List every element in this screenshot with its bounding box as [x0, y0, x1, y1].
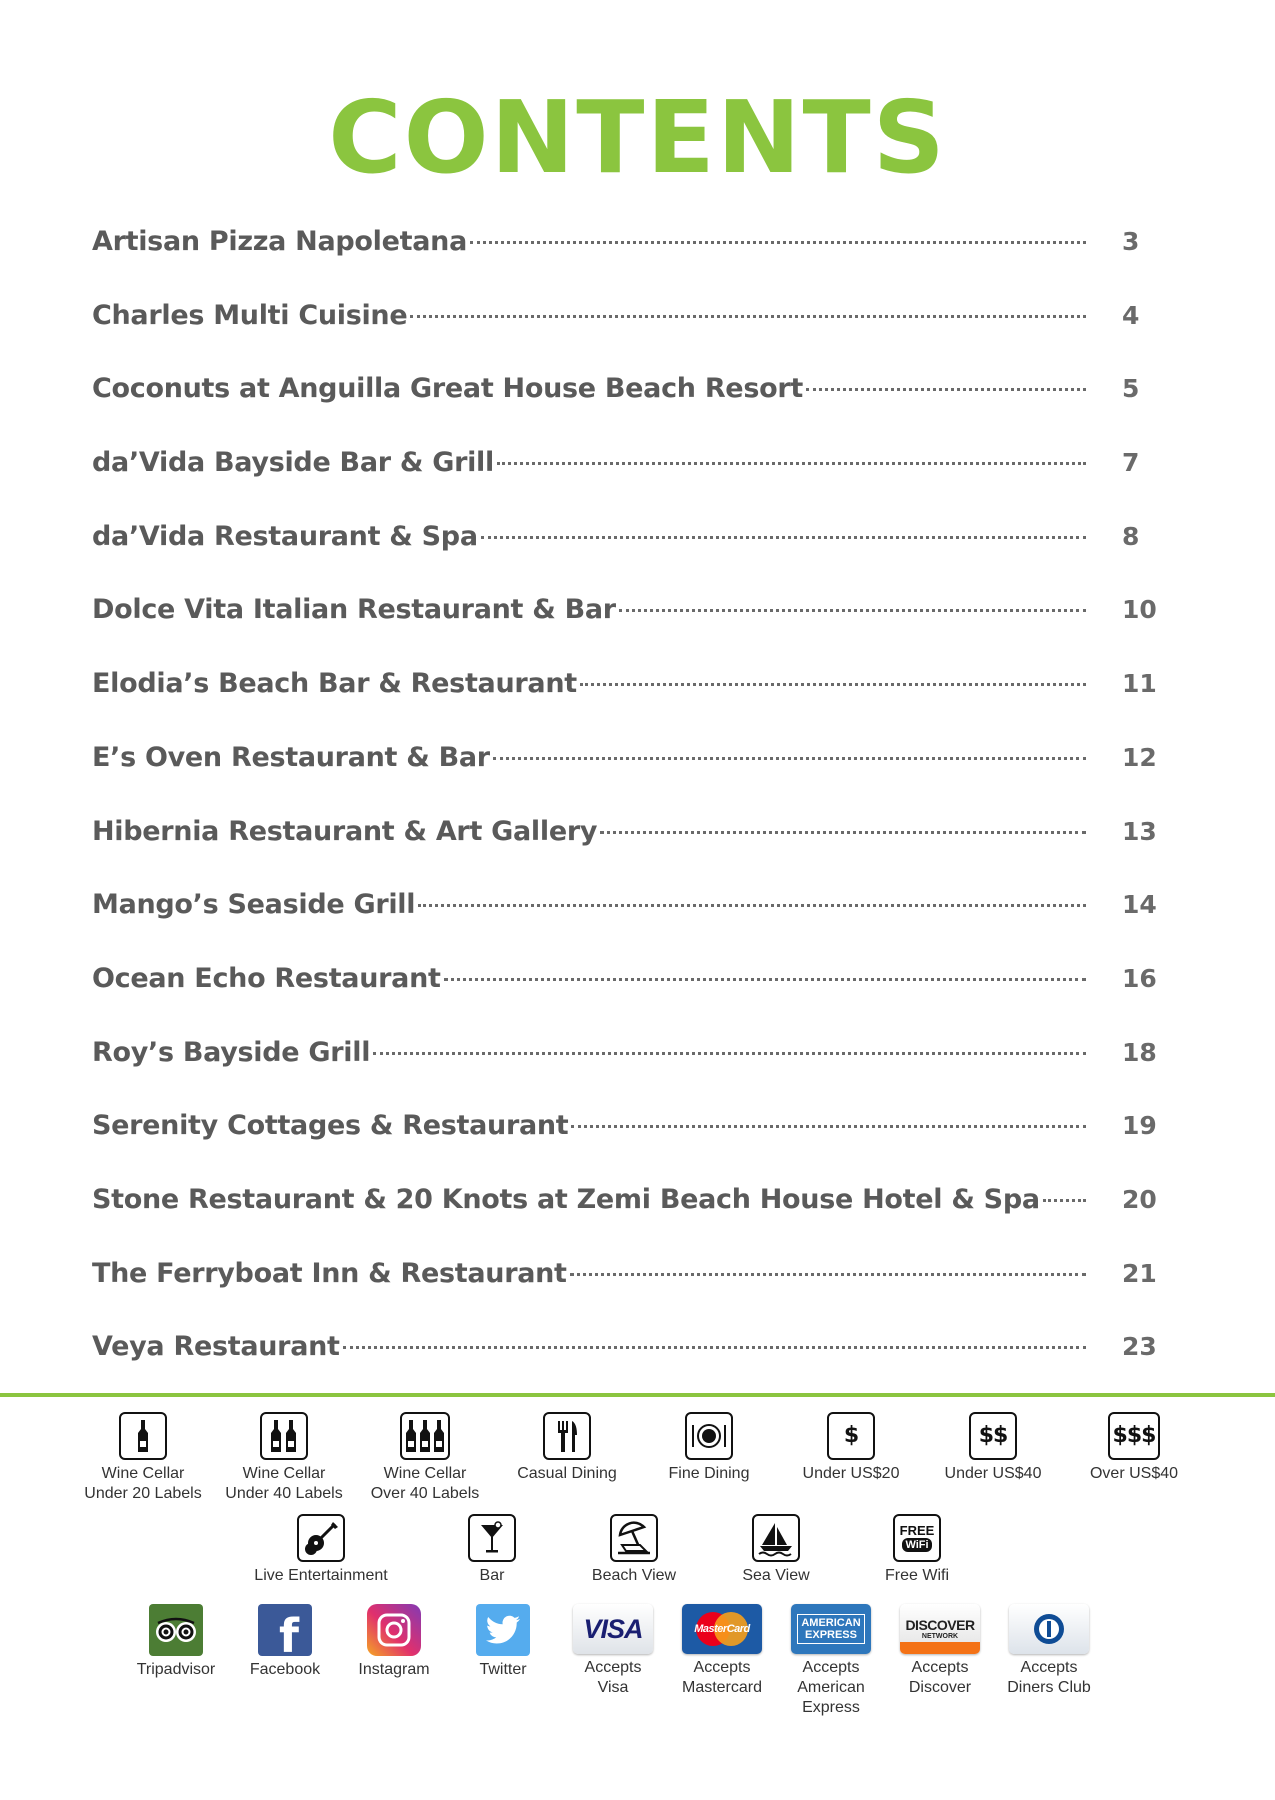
toc-entry-page: 10 [1122, 595, 1157, 625]
legend-label: Accepts [802, 1659, 860, 1676]
legend-label: Under US$40 [944, 1465, 1042, 1482]
toc-entry[interactable] [92, 1037, 1182, 1111]
dot-leader [1043, 1199, 1086, 1202]
legend-label: Facebook [249, 1661, 321, 1678]
legend-label: Under 40 Labels [225, 1485, 343, 1502]
toc-entry-name: Coconuts at Anguilla Great House Beach Resort [92, 373, 803, 405]
discover-card-text: DISCOVER [905, 1616, 975, 1633]
toc-entry[interactable] [92, 300, 1182, 374]
legend-bar [421, 1514, 563, 1586]
dot-leader [580, 683, 1086, 686]
dot-leader [373, 1052, 1086, 1055]
amex-card-text: AMERICAN EXPRESS [797, 1614, 865, 1644]
legend-diners-club [978, 1604, 1120, 1698]
guitar-icon [297, 1514, 345, 1562]
visa-card-text: VISA [583, 1614, 643, 1644]
price-symbol: $ [843, 1423, 859, 1448]
legend-fine-dining [638, 1412, 780, 1484]
wifi-badge-bottom: WiFi [902, 1538, 931, 1552]
legend-over-us40 [1063, 1412, 1205, 1484]
dot-leader [497, 462, 1086, 465]
toc-entry-name: E’s Oven Restaurant & Bar [92, 741, 490, 773]
wine-bottle-3-icon [400, 1412, 450, 1460]
discover-card-sub: NETWORK [921, 1632, 959, 1640]
toc-entry-name: Elodia’s Beach Bar & Restaurant [92, 668, 577, 700]
legend-label: Over US$40 [1089, 1465, 1179, 1482]
toc-entry-name: The Ferryboat Inn & Restaurant [92, 1257, 567, 1289]
dollar-1-icon [827, 1412, 875, 1460]
toc-entry-name: da’Vida Restaurant & Spa [92, 520, 478, 552]
legend-label: Beach View [591, 1567, 677, 1584]
legend-casual-dining [496, 1412, 638, 1484]
dot-leader [470, 241, 1086, 244]
dot-leader [481, 536, 1086, 539]
dot-leader [570, 1273, 1086, 1276]
toc-entry[interactable] [92, 1184, 1182, 1258]
legend-label: Twitter [479, 1661, 527, 1678]
toc-entry-page: 19 [1122, 1111, 1157, 1141]
legend-label: Sea View [742, 1567, 810, 1584]
toc-entry[interactable] [92, 1110, 1182, 1184]
plate-cutlery-icon [685, 1412, 733, 1460]
page-title: CONTENTS [328, 79, 947, 196]
toc-entry-page: 11 [1122, 669, 1157, 699]
twitter-icon [476, 1604, 530, 1656]
legend-beach-view [563, 1514, 705, 1586]
legend-label: Bar [479, 1567, 505, 1584]
toc-entry-name: Artisan Pizza Napoletana [92, 226, 468, 257]
toc-entry[interactable] [92, 226, 1182, 300]
toc-entry[interactable] [92, 668, 1182, 742]
legend-wine-over-40 [354, 1412, 496, 1504]
toc-entry[interactable] [92, 1258, 1182, 1332]
legend-live-entertainment [250, 1514, 392, 1586]
legend-label: Accepts [1020, 1659, 1078, 1676]
toc-entry-page: 12 [1122, 742, 1157, 772]
toc-entry-page: 7 [1122, 448, 1140, 478]
dot-leader [444, 978, 1086, 981]
mastercard-card-icon [682, 1604, 762, 1654]
legend-label: Free Wifi [885, 1567, 949, 1584]
toc-entry-name: Mango’s Seaside Grill [92, 889, 416, 921]
toc-entry-page: 18 [1122, 1037, 1157, 1067]
wine-bottle-2-icon [260, 1412, 308, 1460]
toc-entry-page: 20 [1122, 1184, 1157, 1214]
dot-leader [806, 388, 1086, 391]
toc-entry-name: Roy’s Bayside Grill [92, 1036, 371, 1068]
toc-entry[interactable] [92, 889, 1182, 963]
legend-label: Fine Dining [668, 1465, 750, 1482]
toc-entry-page: 5 [1122, 374, 1140, 404]
toc-entry-page: 21 [1122, 1258, 1157, 1288]
price-symbol: $$ [978, 1423, 1008, 1448]
legend-sea-view [705, 1514, 847, 1586]
facebook-glyph: f [278, 1609, 299, 1656]
toc-entry-page: 23 [1122, 1332, 1157, 1362]
diners-club-card-icon [1009, 1604, 1089, 1654]
legend-label: Wine Cellar [383, 1465, 467, 1482]
toc-entry-name: Veya Restaurant [92, 1331, 340, 1363]
cocktail-icon [468, 1514, 516, 1562]
dot-leader [600, 831, 1086, 834]
toc-entry-name: Hibernia Restaurant & Art Gallery [92, 815, 598, 847]
fork-knife-icon [543, 1412, 591, 1460]
legend-label: Under US$20 [802, 1465, 900, 1482]
amex-card-icon [791, 1604, 871, 1654]
legend-free-wifi [846, 1514, 988, 1586]
legend-label: Accepts [693, 1659, 751, 1676]
legend-label: Under 20 Labels [84, 1485, 202, 1502]
legend-label: Wine Cellar [242, 1465, 326, 1482]
sailboat-icon [752, 1514, 800, 1562]
legend-label: Over 40 Labels [370, 1485, 480, 1502]
legend-label: Accepts [911, 1659, 969, 1676]
toc-entry-page: 3 [1122, 227, 1140, 256]
table-of-contents [92, 226, 1182, 1405]
toc-entry-name: Dolce Vita Italian Restaurant & Bar [92, 594, 616, 626]
legend-divider [0, 1393, 1275, 1397]
toc-entry-name: da’Vida Bayside Bar & Grill [92, 447, 494, 479]
legend-label: Accepts [584, 1659, 642, 1676]
legend-label: Live Entertainment [254, 1567, 388, 1584]
toc-entry[interactable] [92, 594, 1182, 668]
legend-label: Tripadvisor [136, 1661, 216, 1678]
free-wifi-icon [893, 1514, 941, 1562]
dot-leader [410, 315, 1086, 318]
toc-entry-page: 8 [1122, 521, 1140, 551]
instagram-icon [367, 1604, 421, 1656]
toc-entry-page: 13 [1122, 816, 1157, 846]
tripadvisor-icon [149, 1604, 203, 1656]
dollar-2-icon [969, 1412, 1017, 1460]
price-symbol: $$$ [1112, 1423, 1156, 1448]
visa-card-icon [573, 1604, 653, 1654]
toc-entry-name: Serenity Cottages & Restaurant [92, 1110, 569, 1142]
toc-entry-page: 4 [1122, 300, 1140, 330]
legend-label: Casual Dining [517, 1465, 617, 1482]
legend-under-us40 [922, 1412, 1064, 1484]
legend-label: Wine Cellar [101, 1465, 185, 1482]
toc-entry[interactable] [92, 963, 1182, 1037]
legend-label: Mastercard [681, 1679, 763, 1696]
mastercard-card-text: MasterCard [694, 1623, 750, 1635]
wine-bottle-1-icon [119, 1412, 167, 1460]
legend-label: Diners Club [1007, 1679, 1091, 1696]
dot-leader [619, 609, 1086, 612]
legend-under-us20 [780, 1412, 922, 1484]
toc-entry[interactable] [92, 742, 1182, 816]
toc-entry-name: Charles Multi Cuisine [92, 299, 408, 331]
toc-entry[interactable] [92, 373, 1182, 447]
wifi-badge-top: FREE [899, 1523, 935, 1538]
toc-entry-page: 14 [1122, 890, 1157, 920]
discover-stripe [900, 1642, 980, 1654]
dot-leader [571, 1125, 1086, 1128]
legend-label: Visa [597, 1679, 629, 1696]
legend-label: Instagram [358, 1661, 430, 1678]
legend-label: American [797, 1679, 865, 1696]
toc-entry-page: 16 [1122, 963, 1157, 993]
legend-wine-under-20 [72, 1412, 214, 1504]
facebook-icon [258, 1604, 312, 1656]
toc-entry[interactable] [92, 521, 1182, 595]
legend-wine-under-40 [213, 1412, 355, 1504]
dot-leader [343, 1346, 1086, 1349]
legend-label: Express [802, 1699, 860, 1716]
beach-umbrella-icon [610, 1514, 658, 1562]
toc-entry[interactable] [92, 816, 1182, 890]
dollar-3-icon [1108, 1412, 1160, 1460]
dot-leader [493, 757, 1086, 760]
discover-card-icon [900, 1604, 980, 1654]
dot-leader [418, 904, 1086, 907]
toc-entry-name: Stone Restaurant & 20 Knots at Zemi Beach House Hotel & Spa [92, 1183, 1040, 1215]
legend-label: Discover [908, 1679, 972, 1696]
toc-entry[interactable] [92, 447, 1182, 521]
toc-entry-name: Ocean Echo Restaurant [92, 962, 441, 994]
